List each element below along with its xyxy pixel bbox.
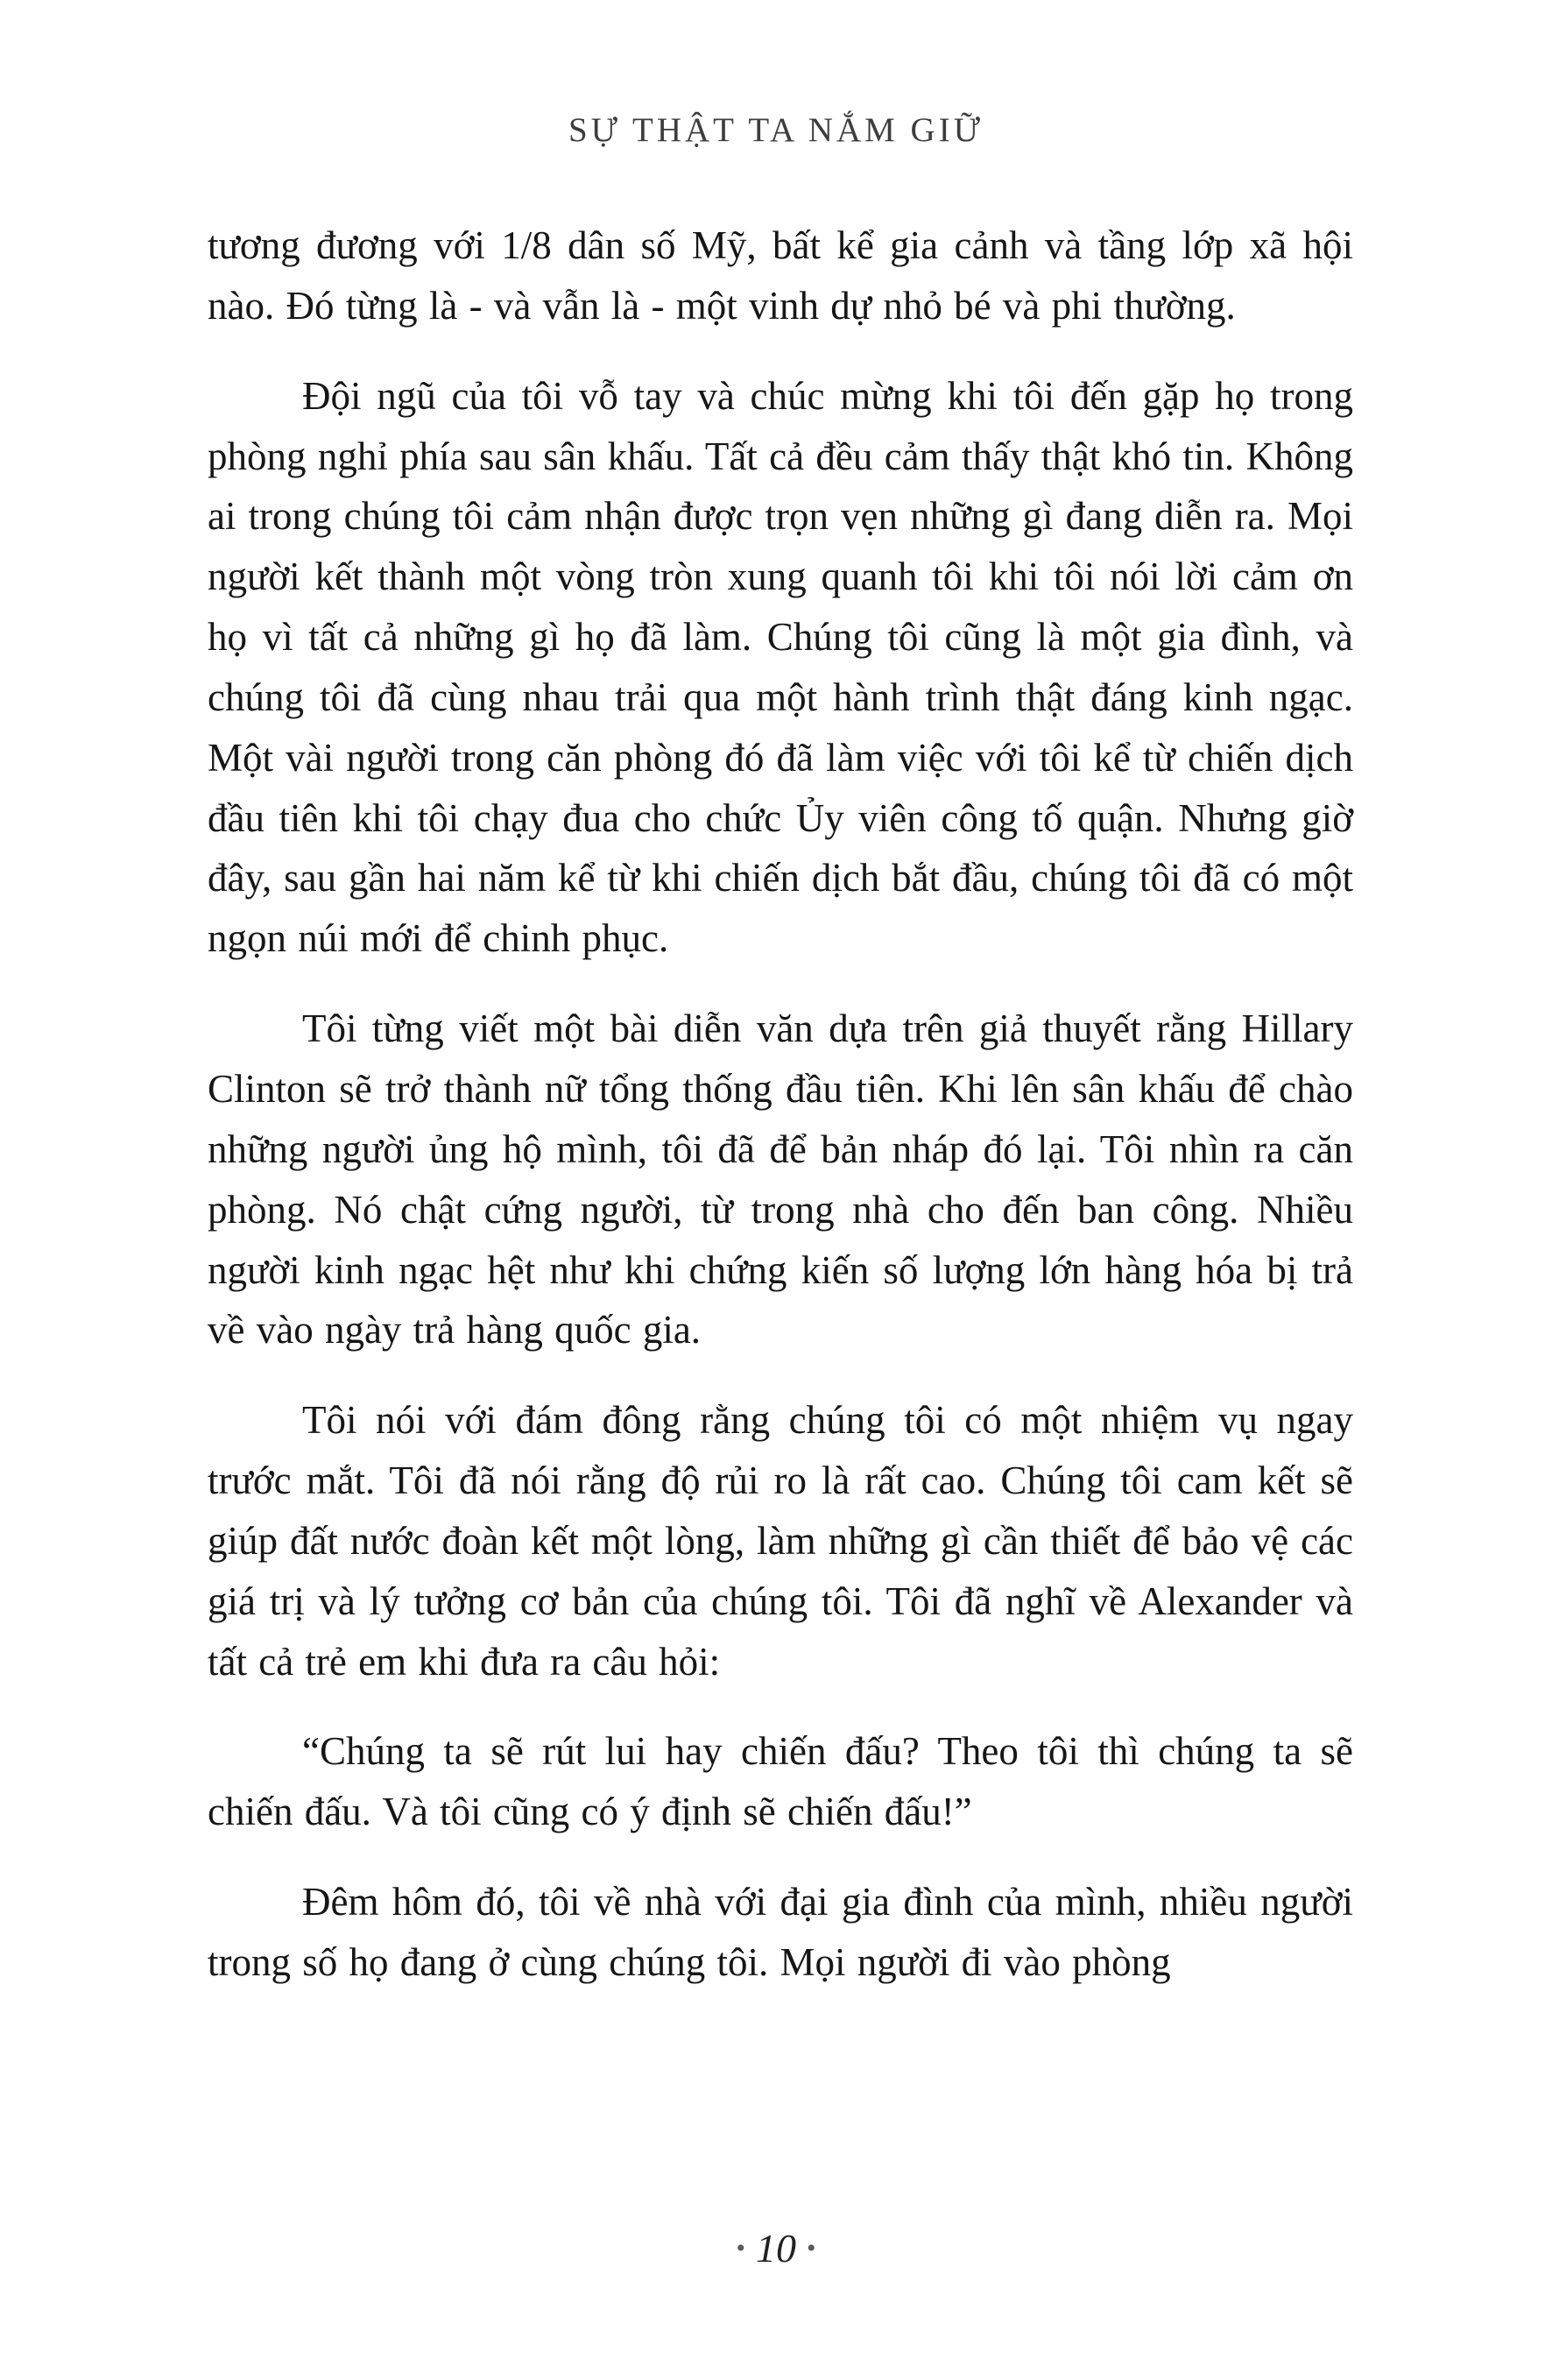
paragraph: “Chúng ta sẽ rút lui hay chiến đấu? Theo tôi thì chúng ta sẽ chiến đấu. Và tôi cũng có ý định sẽ chiến đấu!” bbox=[208, 1729, 1353, 1834]
running-header: SỰ THẬT TA NẮM GIỮ bbox=[568, 111, 984, 149]
paragraph: Đội ngũ của tôi vỗ tay và chúc mừng khi tôi đến gặp họ trong phòng nghỉ phía sau sân khấu. Tất cả đều cảm thấy thật khó tin. Không ai trong chúng tôi cảm nhận được trọn vẹn những gì đang diễn ra. Mọi người kết thành một vòng tròn xung quanh tôi khi tôi nói lời cảm ơn họ vì tất cả những gì họ đã làm. Chúng tôi cũng là một gia đình, và chúng tôi đã cùng nhau trải qua một hành trình thật đáng kinh ngạc. Một vài người trong căn phòng đó đã làm việc với tôi kể từ chiến dịch đầu tiên khi tôi chạy đua cho chức Ủy viên công tố quận. Nhưng giờ đây, sau gần hai năm kể từ khi chiến dịch bắt đầu, chúng tôi đã có một ngọn núi mới để chinh phục. bbox=[208, 373, 1353, 961]
paragraph: Tôi nói với đám đông rằng chúng tôi có một nhiệm vụ ngay trước mắt. Tôi đã nói rằng độ rủi ro là rất cao. Chúng tôi cam kết sẽ giúp đất nước đoàn kết một lòng, làm những gì cần thiết để bảo vệ các giá trị và lý tưởng cơ bản của chúng tôi. Tôi đã nghĩ về Alexander và tất cả trẻ em khi đưa ra câu hỏi: bbox=[208, 1398, 1353, 1684]
page-number: 10 bbox=[756, 2226, 796, 2271]
paragraph: Tôi từng viết một bài diễn văn dựa trên giả thuyết rằng Hillary Clinton sẽ trở thành nữ tổng thống đầu tiên. Khi lên sân khấu để chào những người ủng hộ mình, tôi đã để bản nháp đó lại. Tôi nhìn ra căn phòng. Nó chật cứng người, từ trong nhà cho đến ban công. Nhiều người kinh ngạc hệt như khi chứng kiến số lượng lớn hàng hóa bị trả về vào ngày trả hàng quốc gia. bbox=[208, 1006, 1353, 1352]
page-footer bbox=[0, 2225, 1552, 2271]
footer-dot-right-icon: • bbox=[807, 2234, 816, 2263]
footer-dot-left-icon: • bbox=[736, 2234, 745, 2263]
text-block bbox=[208, 215, 1353, 2023]
paragraph: Đêm hôm đó, tôi về nhà với đại gia đình của mình, nhiều người trong số họ đang ở cùng chúng tôi. Mọi người đi vào phòng bbox=[208, 1880, 1353, 1984]
paragraph: tương đương với 1/8 dân số Mỹ, bất kể gia cảnh và tầng lớp xã hội nào. Đó từng là - và vẫn là - một vinh dự nhỏ bé và phi thường. bbox=[208, 223, 1353, 328]
